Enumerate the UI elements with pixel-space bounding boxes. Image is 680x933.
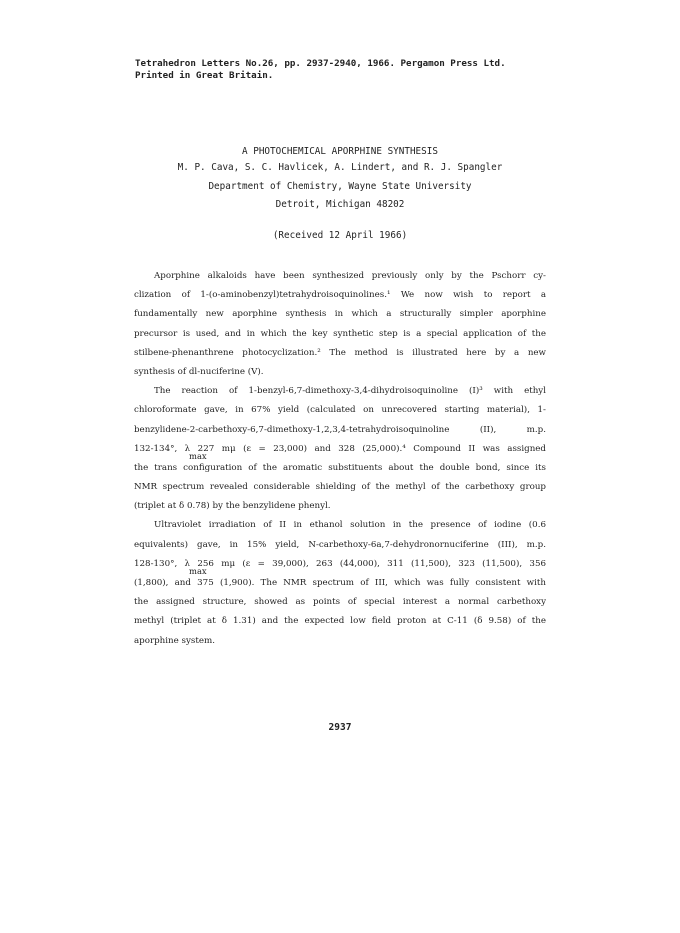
text-line: (triplet at δ 0.78) by the benzylidene phenyl. [134,501,331,512]
text-line: 132-134°, λ 227 mμ (ε = 23,000) and 328 (25,000).⁴ Compound II was assigned [134,443,546,454]
article-authors: M. P. Cava, S. C. Havlicek, A. Lindert, and R. J. Spangler [177,162,503,173]
text-line: fundamentally new aporphine synthesis in which a structurally simpler aporphine [134,309,546,320]
lambda-max-subscript: max [189,566,207,576]
text-line: clization of 1-(o-aminobenzyl)tetrahydroisoquinolines.¹ We now wish to report a [134,290,546,301]
text-line: the assigned structure, showed as points of special interest a normal carbethoxy [134,597,546,608]
journal-header [135,58,615,82]
text-line: NMR spectrum revealed considerable shielding of the methyl of the carbethoxy group [134,482,546,493]
text-line: stilbene-phenanthrene photocyclization.² The method is illustrated here by a new [134,347,546,358]
paragraph-2 [134,382,546,516]
text-line: benzylidene-2-carbethoxy-6,7-dimethoxy-1,2,3,4-tetrahydroisoquinoline (II), m.p. [134,424,546,435]
text-line: Ultraviolet irradiation of II in ethanol solution in the presence of iodine (0.6 [154,520,546,531]
text-line: The reaction of 1-benzyl-6,7-dimethoxy-3,4-dihydroisoquinoline (I)³ with ethyl [154,386,546,397]
journal-citation: Tetrahedron Letters No.26, pp. 2937-2940, 1966. Pergamon Press Ltd. [135,58,506,69]
article-body [134,267,546,651]
lambda-max-subscript: max [189,450,207,461]
article-affiliation: Department of Chemistry, Wayne State University [208,181,472,192]
text-line: aporphine system. [134,635,216,646]
text-line: equivalents) gave, in 15% yield, N-carbethoxy-6a,7-dehydronornuciferine (III), m.p. [134,539,546,550]
text-line: chloroformate gave, in 67% yield (calculated on unrecovered starting material), 1- [134,405,546,416]
text-line: the trans configuration of the aromatic substituents about the double bond, since its [134,462,546,473]
text-line: 128-130°, λ 256 mμ (ε = 39,000), 263 (44,000), 311 (11,500), 323 (11,500), 356 [134,558,546,569]
page-number: 2937 [328,722,352,733]
text-line: Aporphine alkaloids have been synthesized previously only by the Pschorr cy- [154,271,546,281]
text-line: (1,800), and 375 (1,900). The NMR spectrum of III, which was fully consistent with [134,578,546,588]
text-line: precursor is used, and in which the key synthetic step is a special application of the [134,328,546,339]
received-date: (Received 12 April 1966) [272,230,408,241]
article-location: Detroit, Michigan 48202 [275,199,405,210]
text-line: synthesis of dl-nuciferine (V). [134,366,264,377]
printed-note: Printed in Great Britain. [135,70,274,81]
text-line: methyl (triplet at δ 1.31) and the expected low field proton at C-11 (δ 9.58) of the [134,616,546,627]
paragraph-1 [134,267,546,382]
article-title: A PHOTOCHEMICAL APORPHINE SYNTHESIS [242,146,438,157]
paragraph-3 [134,516,546,650]
